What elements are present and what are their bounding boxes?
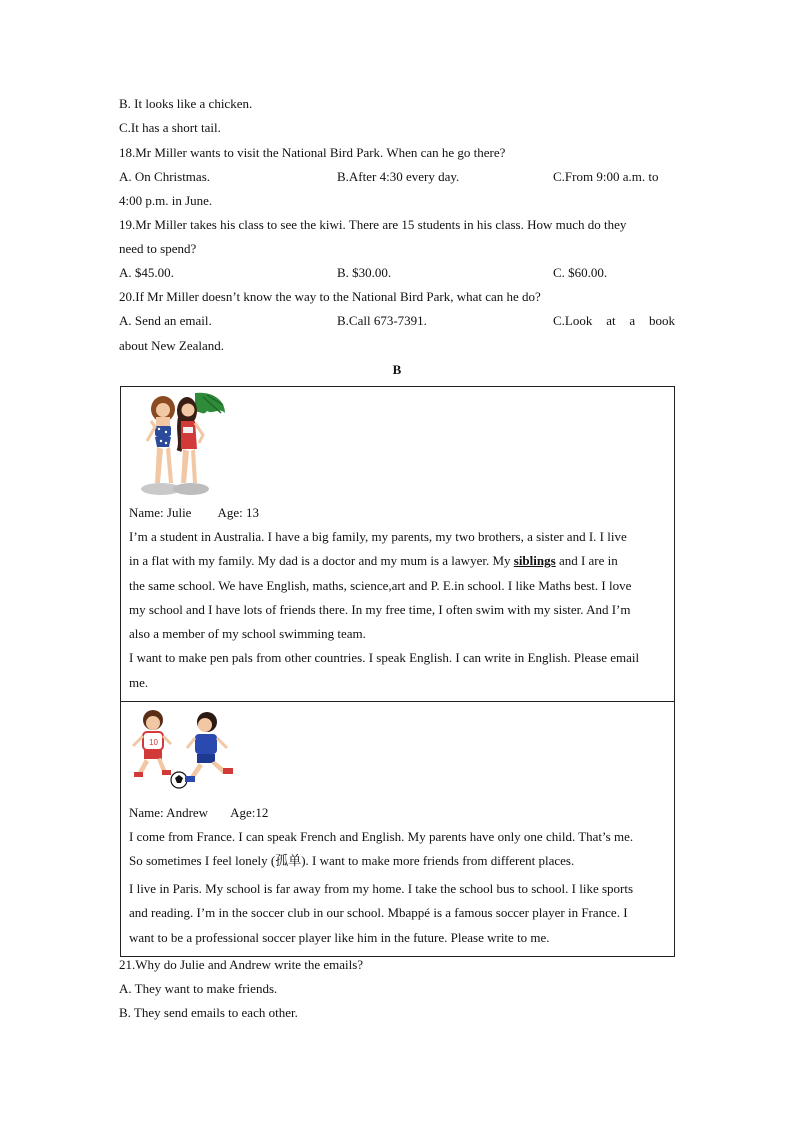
q17-option-b: B. It looks like a chicken.	[119, 96, 253, 111]
q21-question: 21.Why do Julie and Andrew write the emails?	[119, 957, 364, 972]
q20-option-c-word: a	[629, 313, 636, 328]
andrew-line: I come from France. I can speak French and English. My parents have only one child. That’s me.	[129, 829, 634, 844]
andrew-age: Age:12	[230, 805, 269, 820]
q18-option-c-continued: 4:00 p.m. in June.	[119, 193, 213, 208]
q19-question-line2: need to spend?	[119, 241, 197, 256]
julie-line: also a member of my school swimming team.	[129, 626, 366, 642]
julie-highlight-word: siblings	[513, 553, 556, 569]
q20-option-c-continued: about New Zealand.	[119, 338, 225, 353]
julie-line: I want to make pen pals from other countries. I speak English. I can write in English. Please email	[129, 650, 640, 666]
q20-options	[119, 313, 675, 331]
andrew-line: I live in Paris. My school is far away from my home. I take the school bus to school. I like sports	[129, 881, 634, 896]
julie-line: I’m a student in Australia. I have a big family, my parents, my two brothers, a sister and I. I live	[129, 529, 627, 544]
shirt-number: 10	[149, 738, 158, 747]
q21-option-b: B. They send emails to each other.	[119, 1005, 298, 1020]
andrew-paragraph-1	[129, 825, 669, 874]
julie-line: me.	[129, 674, 149, 690]
q18-question: 18.Mr Miller wants to visit the National Bird Park. When can he go there?	[119, 145, 506, 160]
q19-option-a: A. $45.00.	[119, 265, 174, 280]
two-girls-illustration	[133, 391, 225, 497]
q19-question-line1: 19.Mr Miller takes his class to see the kiwi. There are 15 students in his class. How much do they	[119, 217, 627, 232]
q19-option-b: B. $30.00.	[337, 265, 392, 280]
q20-option-c-word: book	[648, 313, 675, 328]
q18-option-c	[553, 169, 675, 185]
q17-option-c: C.It has a short tail.	[119, 120, 221, 135]
q20-option-c-word: at	[606, 313, 616, 328]
q20-option-a: A. Send an email.	[119, 313, 212, 328]
andrew-line: want to be a professional soccer player like him in the future. Please write to me.	[129, 929, 550, 945]
q18-option-b: B.After 4:30 every day.	[337, 169, 460, 184]
andrew-line: and reading. I’m in the soccer club in our school. Mbappé is a famous soccer player in France. I	[129, 905, 628, 921]
andrew-line: So sometimes I feel lonely (孤单). I want to make more friends from different places.	[129, 853, 575, 869]
section-heading: B	[392, 362, 402, 377]
julie-name-age	[129, 501, 669, 525]
q18-option-a: A. On Christmas.	[119, 169, 210, 184]
andrew-paragraph-2	[129, 877, 669, 950]
julie-line: the same school. We have English, maths, science,art and P. E.in school. I like Maths best. I love	[129, 577, 632, 593]
q18-option-c-part1: C.From 9:00 a.m. to	[553, 169, 659, 184]
andrew-name: Name: Andrew	[129, 805, 209, 820]
q20-question: 20.If Mr Miller doesn’t know the way to the National Bird Park, what can he do?	[119, 289, 541, 304]
q21-option-a: A. They want to make friends.	[119, 981, 278, 996]
q18-options	[119, 169, 675, 187]
andrew-name-age	[129, 801, 669, 825]
julie-paragraph	[129, 525, 669, 695]
julie-line: in a flat with my family. My dad is a doctor and my mum is a lawyer. My	[129, 553, 511, 569]
julie-line: my school and I have lots of friends there. In my free time, I often swim with my sister. And I’m	[129, 601, 631, 617]
julie-line: and I are in	[558, 553, 618, 569]
andrew-profile-card	[120, 701, 675, 957]
q20-option-c-word: C.Look	[553, 313, 593, 328]
q20-option-b: B.Call 673-7391.	[337, 313, 427, 328]
julie-profile-card	[120, 386, 675, 702]
q19-option-c: C. $60.00.	[553, 265, 608, 280]
julie-age: Age: 13	[217, 505, 259, 520]
q20-option-c	[553, 313, 675, 329]
q19-options	[119, 265, 675, 283]
julie-name: Name: Julie	[129, 505, 192, 520]
boys-playing-soccer-illustration	[129, 708, 241, 792]
